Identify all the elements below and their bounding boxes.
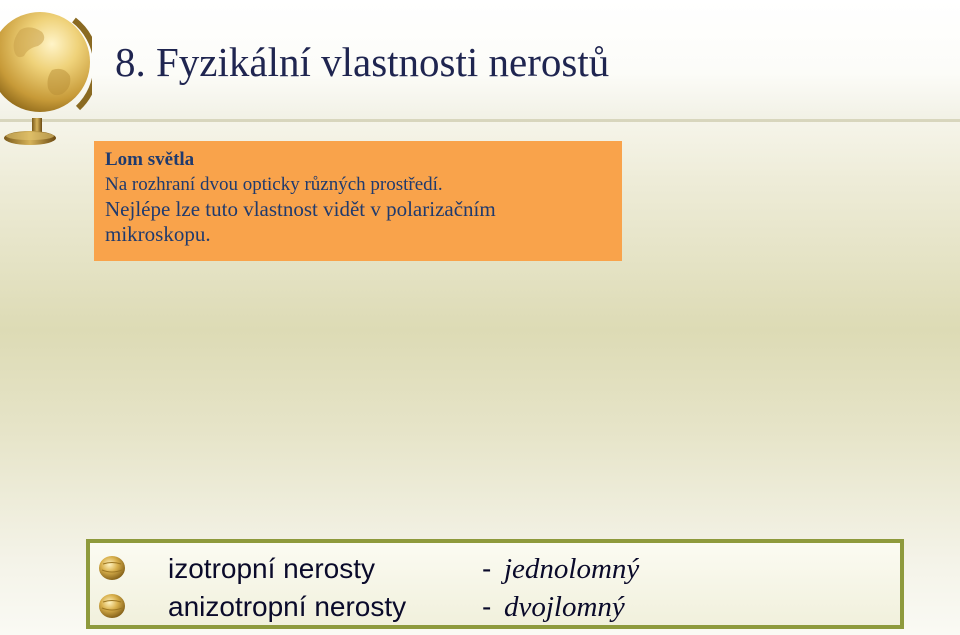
slide-title: 8. Fyzikální vlastnosti nerostů xyxy=(115,39,610,85)
gold-ball-bullet-icon xyxy=(98,555,126,581)
refraction-types-box xyxy=(86,539,904,629)
info-text-line-3: mikroskopu. xyxy=(105,222,211,246)
separator-dash: - xyxy=(482,591,492,622)
list-item xyxy=(90,589,900,627)
term-isotropic: izotropní nerosty xyxy=(168,553,375,584)
info-text-line-2: Nejlépe lze tuto vlastnost vidět v polarizačním xyxy=(105,197,496,221)
separator-dash: - xyxy=(482,553,492,584)
info-text-line-1: Na rozhraní dvou opticky různých prostředí. xyxy=(105,174,443,195)
gold-ball-bullet-icon xyxy=(98,593,126,619)
term-anisotropic: anizotropní nerosty xyxy=(168,591,407,622)
title-divider xyxy=(0,119,960,122)
desc-single-refraction: jednolomný xyxy=(504,553,640,585)
desc-double-refraction: dvojlomný xyxy=(504,591,625,623)
info-heading: Lom světla xyxy=(105,149,195,170)
globe-icon xyxy=(0,0,92,160)
list-item xyxy=(90,551,900,589)
info-box xyxy=(94,141,622,261)
